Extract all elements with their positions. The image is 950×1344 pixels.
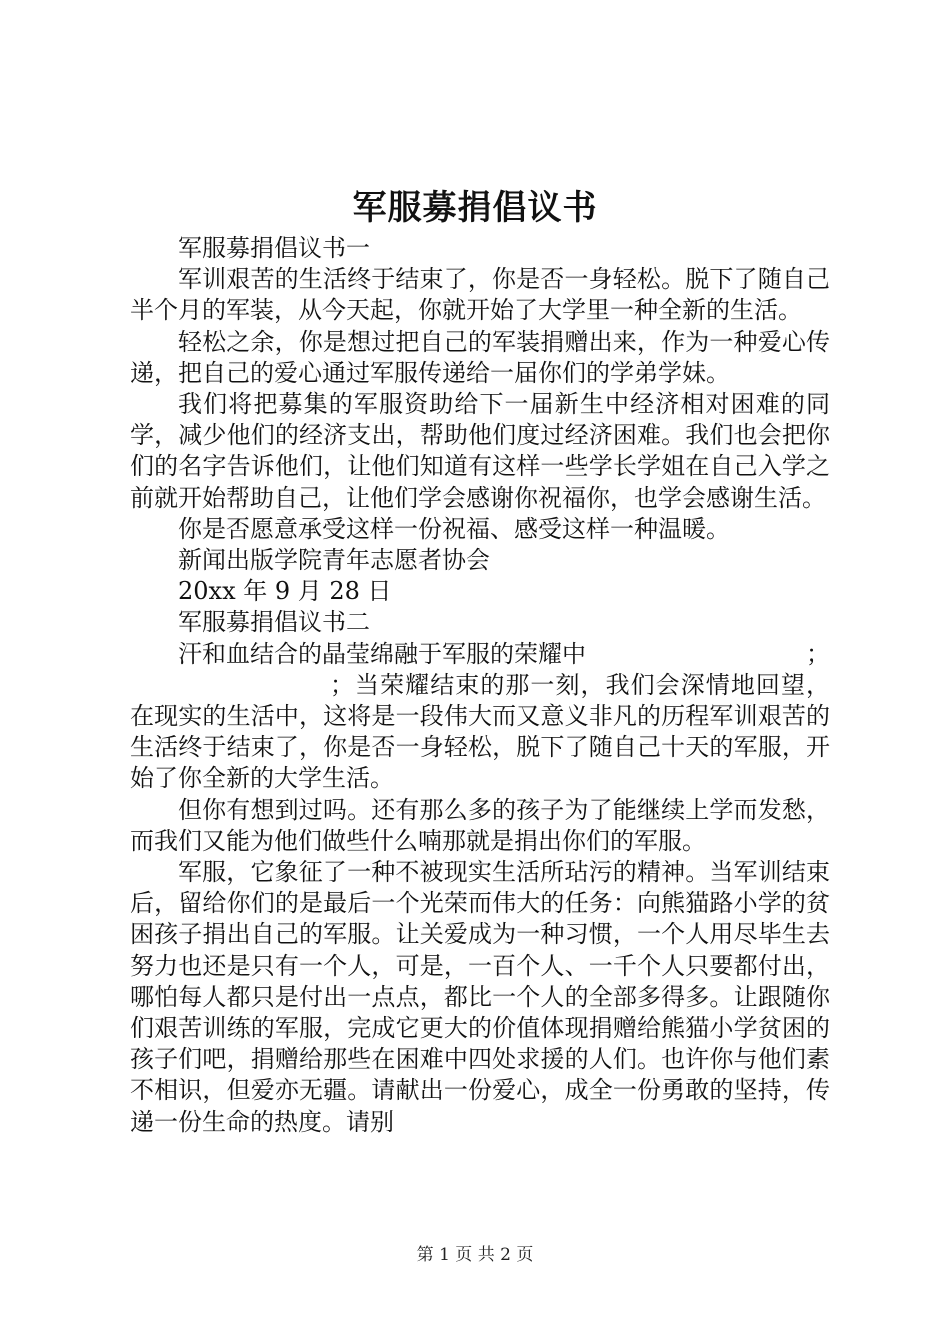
- paragraph-continuation: ；当荣耀结束的那一刻，我们会深情地回望，在现实的生活中，这将是一段伟大而又意义非凡的历程军训艰苦的生活终于结束了，你是否一身轻松，脱下了随自己十天的军服，开始了你全新的大学生活。: [130, 670, 830, 793]
- page-footer: 第 1 页 共 2 页: [416, 1245, 534, 1265]
- paragraph: 但你有想到过吗。还有那么多的孩子为了能继续上学而发愁，而我们又能为他们做些什么喃那就是捐出你们的军服。: [130, 795, 830, 855]
- signature-date: 20xx 年 9 月 28 日: [178, 577, 392, 606]
- document-title: 军服募捐倡议书: [352, 188, 598, 228]
- paragraph-fragment: 汗和血结合的晶莹绵融于军服的荣耀中: [178, 639, 586, 668]
- document-body: [130, 233, 830, 1138]
- semicolon-mark: ；: [806, 639, 830, 668]
- paragraph-line: [130, 639, 830, 670]
- section-heading-two: 军服募捐倡议书二: [178, 608, 370, 637]
- paragraph: 轻松之余，你是想过把自己的军装捐赠出来，作为一种爱心传递，把自己的爱心通过军服传递给一届你们的学弟学妹。: [130, 327, 830, 387]
- paragraph: 你是否愿意承受这样一份祝福、感受这样一种温暖。: [178, 514, 730, 543]
- paragraph: 军训艰苦的生活终于结束了，你是否一身轻松。脱下了随自己半个月的军装，从今天起，你就开始了大学里一种全新的生活。: [130, 265, 830, 325]
- paragraph: 我们将把募集的军服资助给下一届新生中经济相对困难的同学，减少他们的经济支出，帮助他们度过经济困难。我们也会把你们的名字告诉他们，让他们知道有这样一些学长学姐在自己入学之前就开始帮助自己，让他们学会感谢你祝福你，也学会感谢生活。: [130, 390, 830, 512]
- paragraph: 军服，它象征了一种不被现实生活所玷污的精神。当军训结束后，留给你们的是最后一个光荣而伟大的任务：向熊猫路小学的贫困孩子捐出自己的军服。让关爱成为一种习惯，一个人用尽毕生去努力也还是只有一个人，可是，一百个人、一千个人只要都付出，哪怕每人都只是付出一点点，都比一个人的全部多得多。让跟随你们艰苦训练的军服，完成它更大的价值体现捐赠给熊猫小学贫困的孩子们吧，捐赠给那些在困难中四处求援的人们。也许你与他们素不相识，但爱亦无疆。请献出一份爱心，成全一份勇敢的坚持，传递一份生命的热度。请别: [130, 858, 830, 1136]
- section-heading-one: 军服募捐倡议书一: [178, 234, 370, 262]
- signature-organization: 新闻出版学院青年志愿者协会: [178, 546, 490, 575]
